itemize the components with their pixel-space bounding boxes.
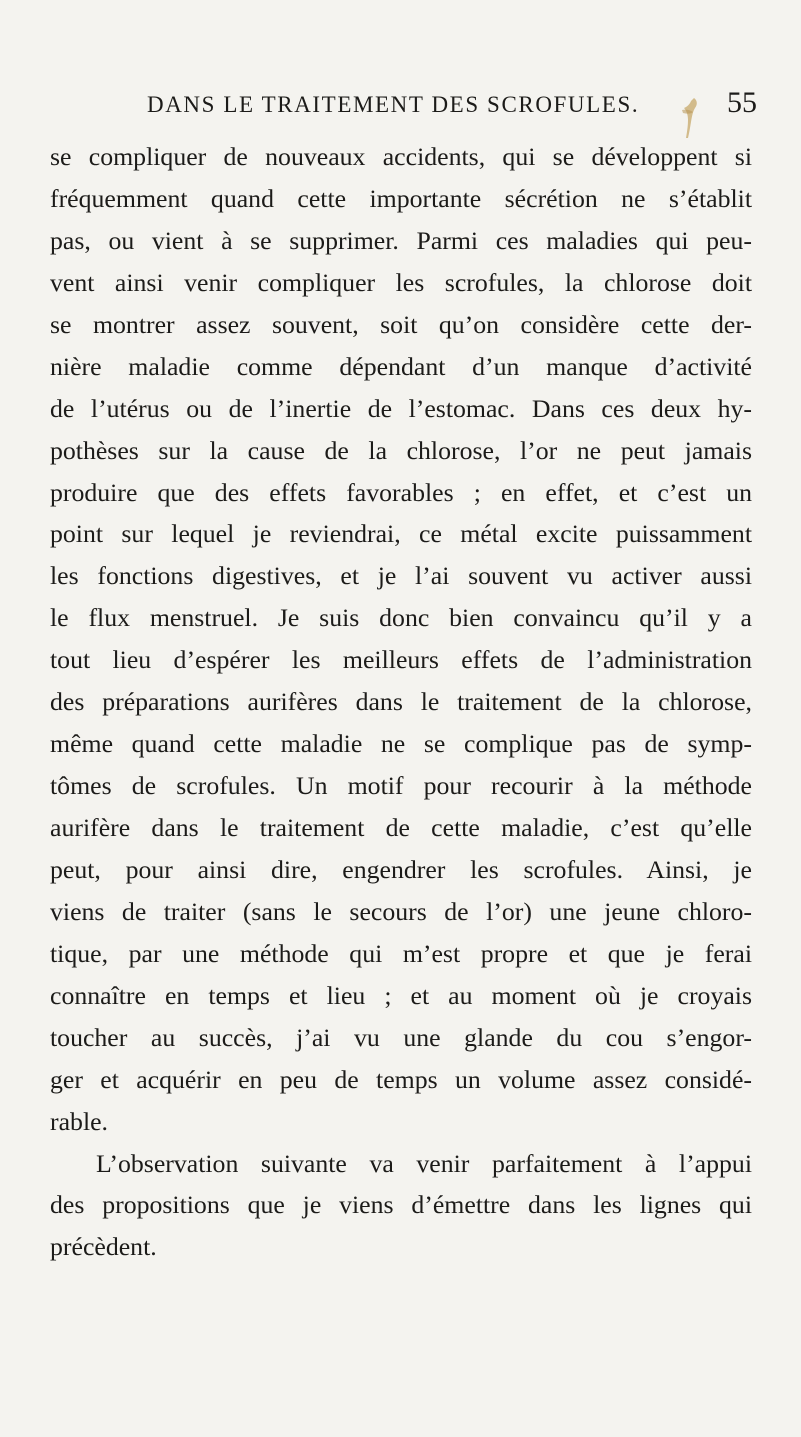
text-line: nière maladie comme dépendant d’un manque d’activité [50,351,752,381]
text-line: toucher au succès, j’ai vu une glande du cou s’engor- [50,1022,752,1052]
text-line: se montrer assez souvent, soit qu’on considère cette der- [50,309,752,339]
text-line: fréquemment quand cette importante sécrétion ne s’établit [50,183,752,213]
text-line: point sur lequel je reviendrai, ce métal excite puissamment [50,519,752,549]
running-title: DANS LE TRAITEMENT DES SCROFULES. [147,92,640,117]
text-line: tômes de scrofules. Un motif pour recourir à la méthode [50,771,752,801]
text-line: aurifère dans le traitement de cette maladie, c’est qu’elle [50,813,752,842]
text-line: tique, par une méthode qui m’est propre et que je ferai [50,938,752,968]
text-line: connaître en temps et lieu ; et au moment où je croyais [50,980,752,1010]
text-line: vent ainsi venir compliquer les scrofules, la chlorose doit [50,267,752,297]
text-line: même quand cette maladie ne se complique pas de symp- [50,729,752,759]
text-line: viens de traiter (sans le secours de l’or) une jeune chloro- [50,896,752,926]
text-line: des propositions que je viens d’émettre dans les lignes qui [50,1190,752,1220]
page-number: 55 [727,86,757,119]
ink-stain-mark [680,96,702,140]
text-line: se compliquer de nouveaux accidents, qui se développent si [50,142,752,171]
text-line: peut, pour ainsi dire, engendrer les scrofules. Ainsi, je [50,854,752,884]
text-line: produire que des effets favorables ; en effet, et c’est un [50,477,752,507]
text-line: L’observation suivante va venir parfaitement à l’appui [96,1148,752,1178]
text-line: précèdent. [50,1232,157,1262]
text-line: tout lieu d’espérer les meilleurs effets de l’administration [50,645,752,675]
text-line: ger et acquérir en peu de temps un volume assez considé- [50,1064,752,1094]
text-line: rable. [50,1106,109,1136]
text-line: pas, ou vient à se supprimer. Parmi ces maladies qui peu- [50,225,752,255]
text-line: les fonctions digestives, et je l’ai souvent vu activer aussi [50,561,752,591]
text-line: des préparations aurifères dans le traitement de la chlorose, [50,687,752,717]
body-text [50,136,752,1268]
text-line: de l’utérus ou de l’inertie de l’estomac. Dans ces deux hy- [50,393,752,423]
text-line: le flux menstruel. Je suis donc bien convaincu qu’il y a [50,603,752,633]
text-line: pothèses sur la cause de la chlorose, l’or ne peut jamais [50,435,752,465]
